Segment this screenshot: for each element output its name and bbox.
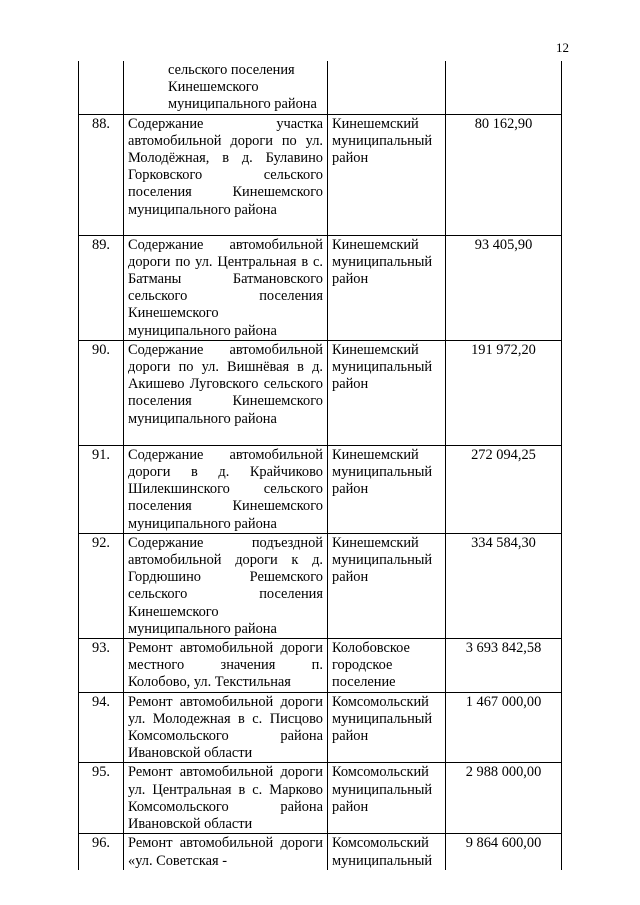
table-row [79,235,562,340]
row-number: 90. [79,340,124,445]
row-number: 94. [79,692,124,763]
row-municipality: Кинешемский муниципальный район [328,445,446,533]
row-amount: 3 693 842,58 [446,639,562,693]
row-municipality: Кинешемский муниципальный район [328,340,446,445]
row-description: Содержание автомобильной дороги в д. Крайчиково Шилекшинского сельского поселения Кинешемского муниципального района [124,445,328,533]
table-row [79,61,562,114]
table-row [79,834,562,870]
row-number: 95. [79,763,124,834]
table-row [79,639,562,693]
table-row [79,533,562,638]
row-description: Ремонт автомобильной дороги местного значения п. Колобово, ул. Текстильная [124,639,328,693]
row-municipality: Комсомольский муниципальный район [328,763,446,834]
table-row [79,340,562,445]
row-amount: 1 467 000,00 [446,692,562,763]
row-amount: 80 162,90 [446,114,562,235]
row-description: Содержание автомобильной дороги по ул. Центральная в с. Батманы Батмановского сельского поселения Кинешемского муниципального района [124,235,328,340]
row-number: 91. [79,445,124,533]
row-amount: 93 405,90 [446,235,562,340]
table-row [79,692,562,763]
table-row [79,763,562,834]
page-number: 12 [556,40,569,55]
row-number: 93. [79,639,124,693]
row-amount: 272 094,25 [446,445,562,533]
row-description: Ремонт автомобильной дороги ул. Молодежная в с. Писцово Комсомольского района Ивановской области [124,692,328,763]
row-municipality: Комсомольский муниципальный [328,834,446,870]
row-municipality: Кинешемский муниципальный район [328,114,446,235]
row-description: Ремонт автомобильной дороги «ул. Советская - [124,834,328,870]
row-description: Ремонт автомобильной дороги ул. Центральная в с. Марково Комсомольского района Ивановской области [124,763,328,834]
row-description: Содержание автомобильной дороги по ул. Вишнёвая в д. Акишево Луговского сельского поселения Кинешемского муниципального района [124,340,328,445]
roads-table [78,61,562,870]
table-row [79,114,562,235]
row-municipality [328,61,446,114]
row-number: 92. [79,533,124,638]
row-description: Содержание участка автомобильной дороги по ул. Молодёжная, в д. Булавино Горковского сельского поселения Кинешемского муниципального района [124,114,328,235]
row-amount: 334 584,30 [446,533,562,638]
row-description: сельского поселения Кинешемского муниципального района [124,61,328,114]
table-row [79,445,562,533]
row-number [79,61,124,114]
row-amount [446,61,562,114]
row-municipality: Кинешемский муниципальный район [328,235,446,340]
row-municipality: Комсомольский муниципальный район [328,692,446,763]
row-number: 89. [79,235,124,340]
row-amount: 191 972,20 [446,340,562,445]
row-amount: 2 988 000,00 [446,763,562,834]
row-description: Содержание подъездной автомобильной дороги к д. Гордюшино Решемского сельского поселения Кинешемского муниципального района [124,533,328,638]
row-amount: 9 864 600,00 [446,834,562,870]
row-municipality: Кинешемский муниципальный район [328,533,446,638]
row-number: 88. [79,114,124,235]
row-municipality: Колобовское городское поселение [328,639,446,693]
row-number: 96. [79,834,124,870]
